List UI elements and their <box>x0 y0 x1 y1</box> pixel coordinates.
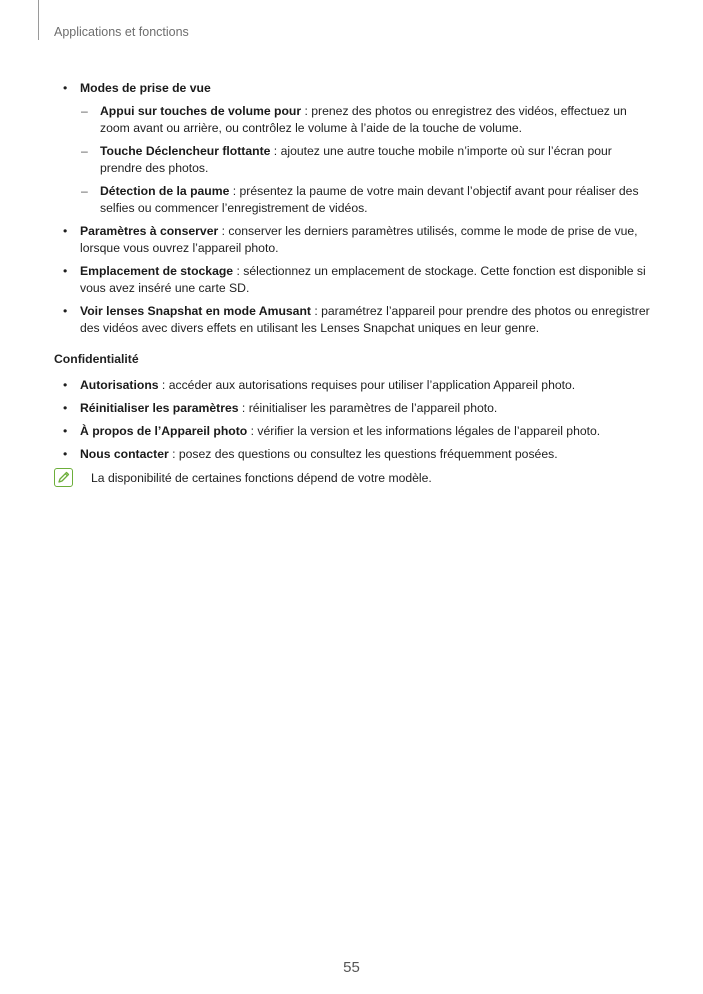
list-item-modes-de-prise-de-vue <box>54 80 650 98</box>
item-term: Nous contacter <box>80 447 169 461</box>
item-term: Touche Déclencheur flottante <box>100 143 271 158</box>
list-item-emplacement-stockage <box>54 263 650 298</box>
item-desc: : vérifier la version et les informations légales de l’appareil photo. <box>247 424 601 438</box>
item-term: Appui sur touches de volume pour <box>100 103 302 118</box>
item-desc: : conserver les derniers paramètres utilisés, comme le mode de prise de vue, lorsque vous ouvrez l’appareil photo. <box>80 223 638 255</box>
list-item-parametres-a-conserver <box>54 223 650 258</box>
page-header: Applications et fonctions <box>54 25 189 39</box>
list-item-lenses-snapchat <box>54 303 650 338</box>
note <box>54 470 650 492</box>
list-item-reinitialiser <box>54 400 650 418</box>
page-number: 55 <box>343 959 360 976</box>
item-term: Voir lenses Snapshat en mode Amusant <box>80 303 311 318</box>
item-desc: : prenez des photos ou enregistrez des vidéos, effectuez un zoom avant ou arrière, ou contrôlez le volume à l’aide de la touche de volume. <box>100 103 627 135</box>
item-term: À propos de l’Appareil photo <box>80 424 248 438</box>
list-item-nous-contacter <box>54 446 650 464</box>
item-term: Autorisations <box>80 378 159 392</box>
item-desc: : ajoutez une autre touche mobile n’importe où sur l’écran pour prendre des photos. <box>100 143 612 175</box>
list-item-autorisations <box>54 377 650 395</box>
sub-item-detection-paume <box>54 183 650 218</box>
list-item-a-propos <box>54 423 650 441</box>
item-desc: : sélectionnez un emplacement de stockage. Cette fonction est disponible si vous avez inséré une carte SD. <box>80 263 646 295</box>
item-term: Réinitialiser les paramètres <box>80 401 239 415</box>
item-desc: : réinitialiser les paramètres de l’appareil photo. <box>238 401 498 415</box>
note-text: La disponibilité de certaines fonctions dépend de votre modèle. <box>91 470 432 485</box>
item-term: Détection de la paume <box>100 183 230 198</box>
section-title-confidentialite: Confidentialité <box>54 351 139 366</box>
sub-item-appui-touches-volume <box>54 103 650 138</box>
item-desc: : accéder aux autorisations requises pour utiliser l’application Appareil photo. <box>158 378 576 392</box>
item-term: Paramètres à conserver <box>80 223 219 238</box>
header-rule <box>38 0 39 40</box>
item-desc: : présentez la paume de votre main devant l’objectif avant pour réaliser des selfies ou commencer l’enregistrement de vidéos. <box>100 183 639 215</box>
sub-item-touche-declencheur <box>54 143 650 178</box>
item-term: Modes de prise de vue <box>80 81 211 95</box>
item-term: Emplacement de stockage <box>80 263 234 278</box>
item-desc: : paramétrez l’appareil pour prendre des photos ou enregistrer des vidéos avec divers effets en utilisant les Lenses Snapchat uniques en leur genre. <box>80 303 650 335</box>
item-desc: : posez des questions ou consultez les questions fréquemment posées. <box>168 447 558 461</box>
note-pencil-icon <box>54 468 73 487</box>
page-content <box>54 80 650 492</box>
